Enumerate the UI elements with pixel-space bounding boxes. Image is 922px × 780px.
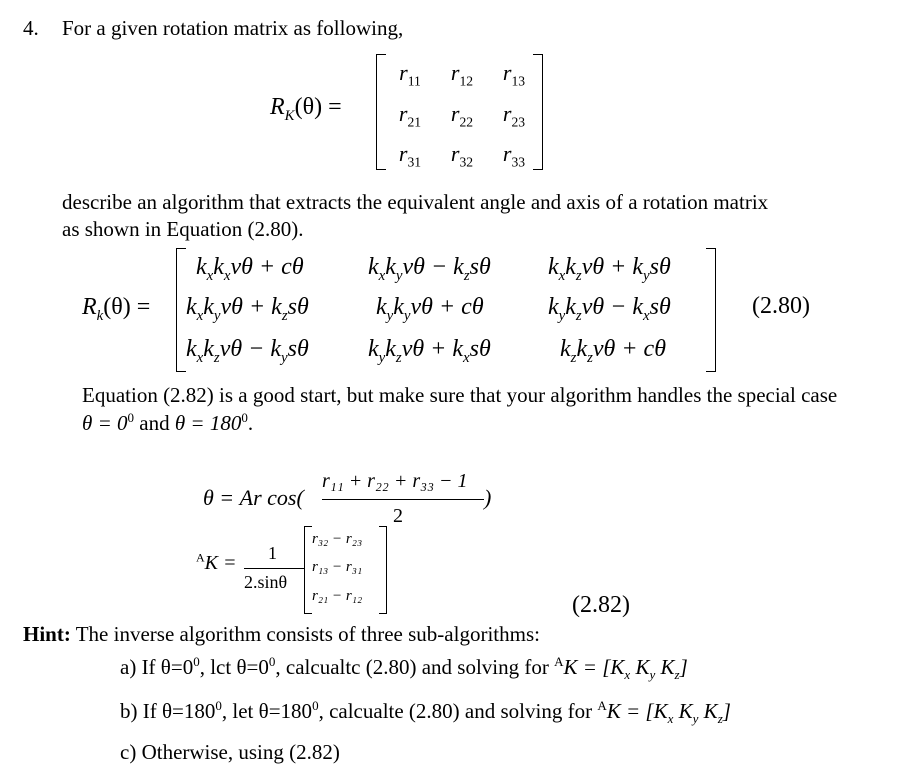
eq280-entry: $k_xk_zv\theta - k_ys\theta$ (186, 336, 309, 366)
eq282-number: (2.82) (572, 592, 630, 618)
eq282-numerator: r₁₁ + r₂₂ + r₃₃ − 1 (322, 470, 468, 492)
describe-line-1: describe an algorithm that extracts the equivalent angle and axis of a rotation matrix (62, 190, 769, 214)
matrix1-entry: $r_{11}$ (399, 60, 421, 89)
hint-item-b: b) If $\theta=180^0$, let $\theta=180^0$, calcualte (2.80) and solving for $^AK = [K_x$ $K_y$ $K_z$] (120, 698, 731, 727)
eq282-vector-right-bracket (379, 526, 387, 614)
matrix1-lhs: $R_K(\theta)$ = (270, 94, 342, 124)
note-line-1: Equation (2.82) is a good start, but make sure that your algorithm handles the special case (82, 383, 838, 407)
eq280-entry: $k_yk_yv\theta + c\theta$ (376, 294, 484, 324)
matrix1-left-bracket (376, 54, 386, 170)
describe-line-2: as shown in Equation (2.80). (62, 217, 304, 241)
note-line-2: $\theta = 0^0$ and $\theta = 180^0$. (82, 410, 254, 435)
eq282-k-frac-den: 2.sinθ (244, 572, 288, 592)
eq282-close-paren: ) (484, 485, 492, 510)
eq282-k-fraction-line (244, 568, 304, 569)
eq282-theta-lhs: θ = Ar cos( (203, 485, 304, 510)
eq282-vector-entry: r₁₃ − r₃₁ (312, 559, 363, 575)
problem-intro: For a given rotation matrix as following, (62, 16, 404, 40)
matrix1-entry: $r_{33}$ (502, 141, 526, 170)
eq280-left-bracket (176, 248, 186, 372)
matrix1-entry: $r_{12}$ (450, 60, 474, 89)
matrix1-entry: $r_{32}$ (450, 141, 474, 170)
eq282-denominator: 2 (393, 505, 403, 527)
eq280-entry: $k_xk_yv\theta + k_zs\theta$ (186, 294, 309, 324)
eq280-number: (2.80) (752, 293, 810, 319)
hint-item-c: c) Otherwise, using (2.82) (120, 740, 340, 764)
eq280-entry: $k_yk_zv\theta - k_xs\theta$ (548, 294, 671, 324)
eq282-vector-left-bracket (304, 526, 312, 614)
eq280-lhs: $R_k(\theta)$ = (82, 294, 151, 324)
problem-number: 4. (23, 16, 39, 40)
eq282-vector-entry: r₃₂ − r₂₃ (312, 531, 363, 547)
matrix1-entry: $r_{31}$ (398, 141, 422, 170)
eq282-k-frac-num: 1 (268, 543, 277, 563)
eq280-entry: $k_zk_zv\theta + c\theta$ (560, 336, 666, 366)
hint-item-a: a) If $\theta=0^0$, lct $\theta=0^0$, calcualtc (2.80) and solving for $^AK = [K_x$ $K_y$ $K_z$] (120, 654, 688, 683)
matrix1-entry: $r_{22}$ (450, 101, 474, 130)
matrix1-entry: $r_{21}$ (398, 101, 422, 130)
eq280-entry: $k_xk_xv\theta + c\theta$ (196, 254, 304, 284)
eq280-entry: $k_xk_yv\theta - k_zs\theta$ (368, 254, 491, 284)
eq282-k-lhs: $^A$K = (196, 550, 237, 574)
eq282-vector-entry: r₂₁ − r₁₂ (312, 588, 363, 604)
hint-heading: Hint: The inverse algorithm consists of three sub-algorithms: (23, 622, 540, 646)
eq280-entry: $k_yk_zv\theta + k_xs\theta$ (368, 336, 491, 366)
eq280-right-bracket (706, 248, 716, 372)
eq280-entry: $k_xk_zv\theta + k_ys\theta$ (548, 254, 671, 284)
eq282-fraction-line (322, 499, 484, 500)
matrix1-entry: $r_{13}$ (502, 60, 526, 89)
matrix1-entry: $r_{23}$ (502, 101, 526, 130)
